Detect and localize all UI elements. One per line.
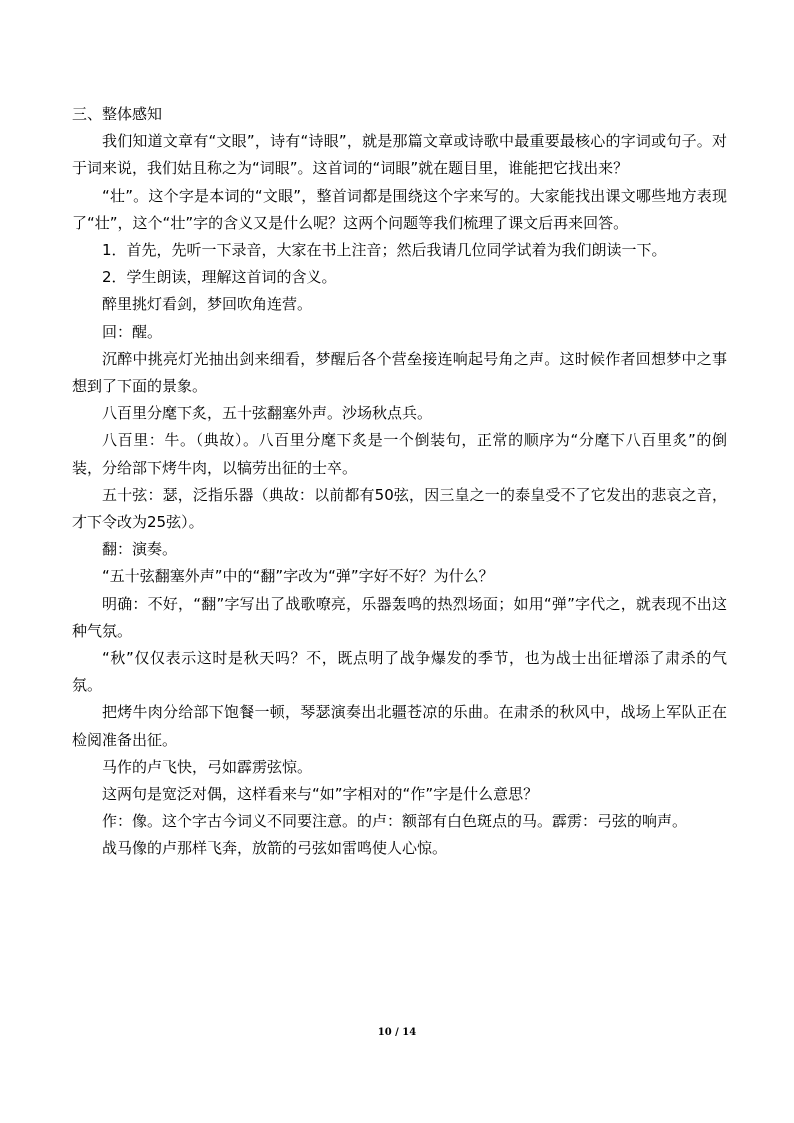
paragraph: 我们知道文章有“文眼”，诗有“诗眼”，就是那篇文章或诗歌中最重要最核心的字词或句子。对于词来说，我们姑且称之为“词眼”。这首词的“词眼”就在题目里，谁能把它找出来？ xyxy=(72,132,727,178)
annotation: 翻：演奏。 xyxy=(102,540,178,559)
question: “五十弦翻塞外声”中的“翻”字改为“弹”字好不好？为什么？ xyxy=(102,567,494,586)
section-heading: 三、整体感知 xyxy=(72,105,163,123)
question: 这两句是宽泛对偶，这样看来与“如”字相对的“作”字是什么意思？ xyxy=(102,785,539,804)
poem-line: 醉里挑灯看剑，梦回吹角连营。 xyxy=(102,295,313,314)
paragraph: 1．首先，先听一下录音，大家在书上注音；然后我请几位同学试着为我们朗读一下。 xyxy=(102,241,667,260)
poem-line: 马作的卢飞快，弓如霹雳弦惊。 xyxy=(102,757,313,776)
paragraph: “秋”仅仅表示这时是秋天吗？不，既点明了战争爆发的季节，也为战士出征增添了肃杀的气氛。 xyxy=(72,649,727,695)
paragraph: 沉醉中挑亮灯光抽出剑来细看，梦醒后各个营垒接连响起号角之声。这时候作者回想梦中之事想到了下面的景象。 xyxy=(72,349,727,396)
annotation: 回：醒。 xyxy=(102,322,163,341)
poem-line: 八百里分麾下炙，五十弦翻塞外声。沙场秋点兵。 xyxy=(102,404,433,423)
paragraph: “壮”。这个字是本词的“文眼”，整首词都是围绕这个字来写的。大家能找出课文哪些地方表现了“壮”，这个“壮”字的含义又是什么呢？这两个问题等我们梳理了课文后再来回答。 xyxy=(72,186,727,232)
annotation: 八百里：牛。（典故）。八百里分麾下炙是一个倒装句，正常的顺序为“分麾下八百里炙”的倒装，分给部下烤牛肉，以犒劳出征的士卒。 xyxy=(72,431,727,477)
paragraph: 2．学生朗读，理解这首词的含义。 xyxy=(102,268,337,287)
answer: 明确：不好，“翻”字写出了战歌嘹亮，乐器轰鸣的热烈场面；如用“弹”字代之，就表现不出这种气氛。 xyxy=(72,594,727,640)
paragraph: 把烤牛肉分给部下饱餐一顿，琴瑟演奏出北疆苍凉的乐曲。在肃杀的秋风中，战场上军队正在检阅准备出征。 xyxy=(72,703,727,749)
document-page xyxy=(72,101,727,863)
annotation: 五十弦：瑟，泛指乐器（典故：以前都有50弦，因三皇之一的泰皇受不了它发出的悲哀之音，才下令改为25弦）。 xyxy=(72,485,727,532)
page-number: 10 / 14 xyxy=(377,1027,417,1038)
paragraph: 战马像的卢那样飞奔，放箭的弓弦如雷鸣使人心惊。 xyxy=(102,839,448,858)
annotation: 作：像。这个字古今词义不同要注意。的卢：额部有白色斑点的马。霹雳：弓弦的响声。 xyxy=(102,812,688,831)
